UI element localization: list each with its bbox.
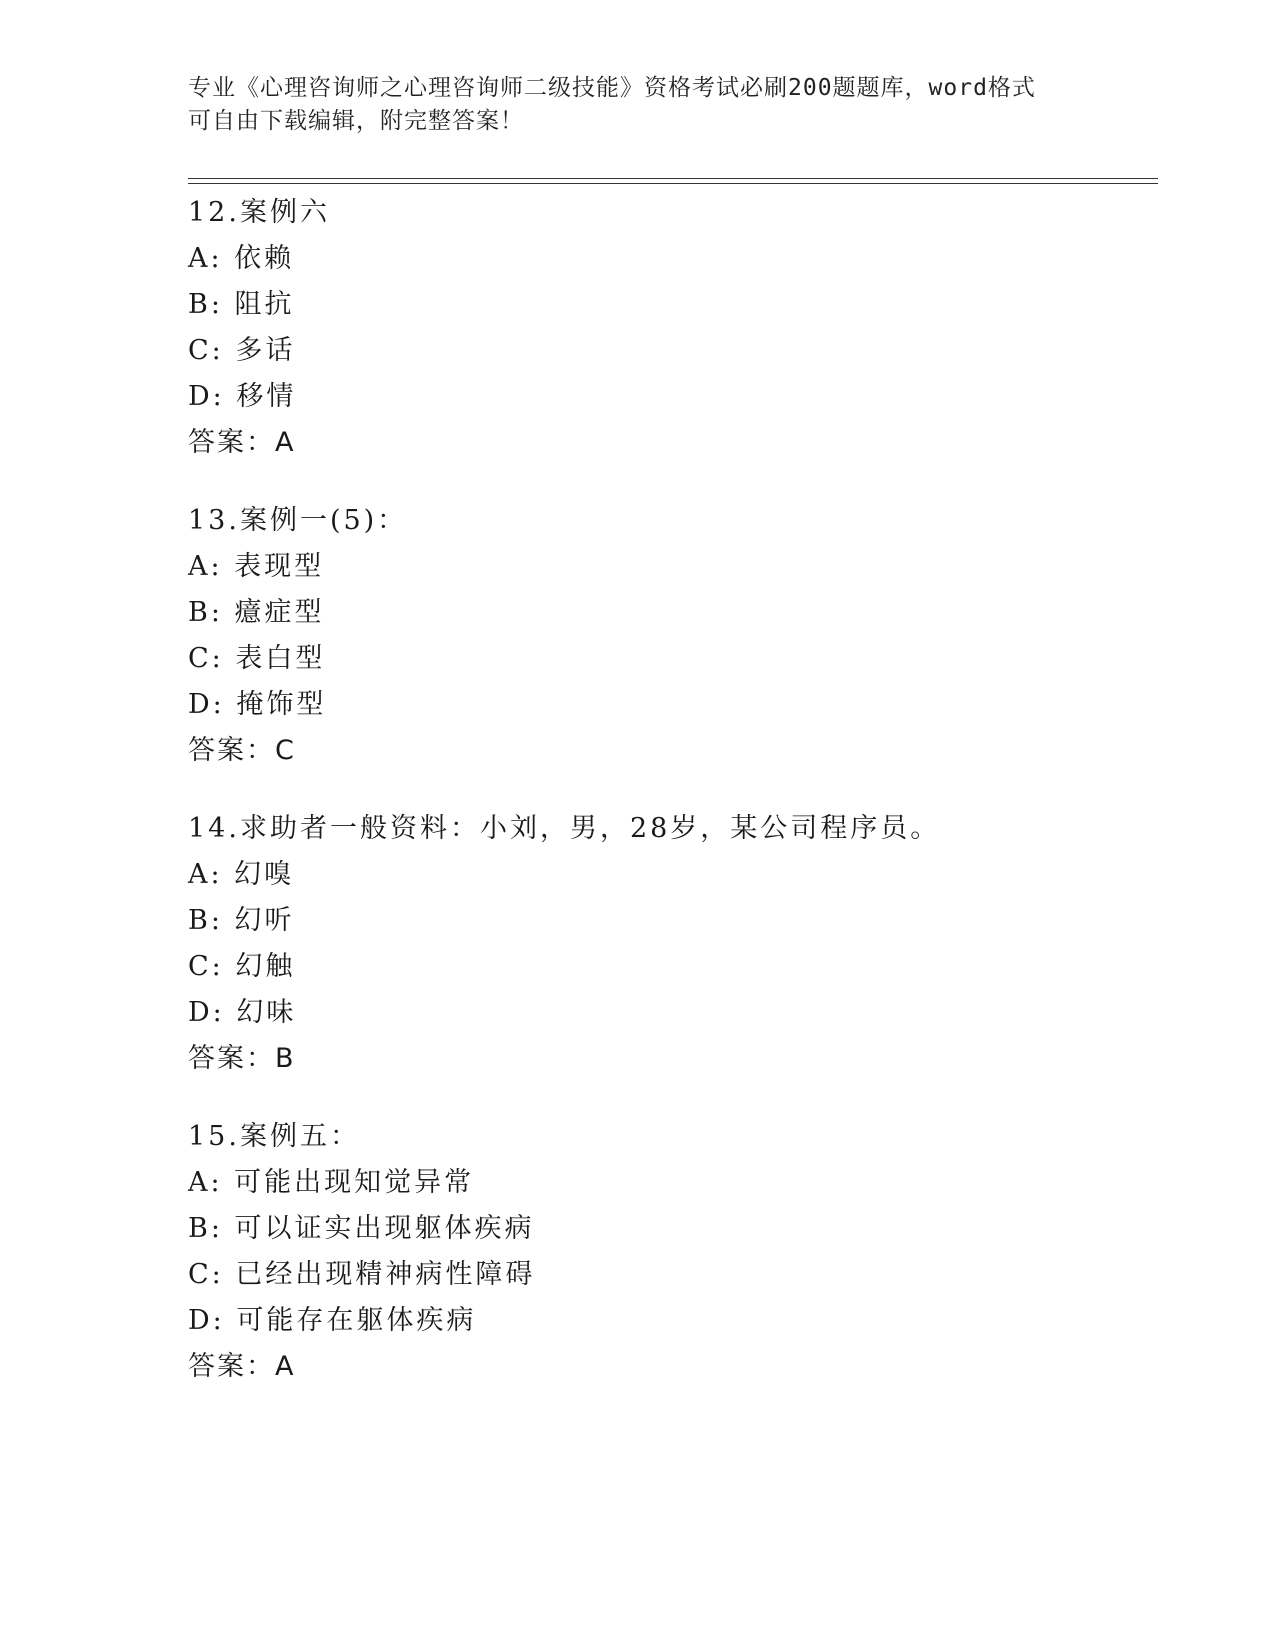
option-d: D: 掩饰型 — [188, 689, 327, 720]
answer-line: 答案：A — [188, 1351, 296, 1382]
question-stem: 12.案例六 — [188, 197, 330, 228]
header-line-2: 可自由下载编辑，附完整答案！ — [188, 108, 524, 134]
option-b: B: 癔症型 — [188, 597, 325, 628]
answer-line: 答案：B — [188, 1043, 296, 1074]
option-a: A: 可能出现知觉异常 — [188, 1167, 475, 1198]
option-a: A: 表现型 — [188, 551, 325, 582]
question-list — [188, 190, 1138, 1422]
answer-line: 答案：A — [188, 427, 296, 458]
option-c: C: 表白型 — [188, 643, 326, 674]
question-15 — [188, 1114, 1138, 1390]
option-a: A: 幻嗅 — [188, 859, 295, 890]
option-d: D: 移情 — [188, 381, 297, 412]
header-line-1: 专业《心理咨询师之心理咨询师二级技能》资格考试必刷200题题库，word格式 — [188, 75, 1036, 101]
answer-line: 答案：C — [188, 735, 296, 766]
question-13 — [188, 498, 1138, 774]
option-b: B: 可以证实出现躯体疾病 — [188, 1213, 535, 1244]
question-stem: 13.案例一(5)： — [188, 505, 408, 536]
option-c: C: 多话 — [188, 335, 296, 366]
option-d: D: 可能存在躯体疾病 — [188, 1305, 477, 1336]
question-stem: 14.求助者一般资料：小刘，男，28岁，某公司程序员。 — [188, 813, 941, 844]
header-divider-top — [188, 178, 1158, 179]
document-header — [188, 72, 1088, 138]
option-a: A: 依赖 — [188, 243, 295, 274]
question-14 — [188, 806, 1138, 1082]
header-divider-bottom — [188, 183, 1158, 184]
question-stem: 15.案例五： — [188, 1121, 360, 1152]
question-12 — [188, 190, 1138, 466]
option-b: B: 幻听 — [188, 905, 295, 936]
option-d: D: 幻味 — [188, 997, 297, 1028]
option-b: B: 阻抗 — [188, 289, 295, 320]
option-c: C: 已经出现精神病性障碍 — [188, 1259, 536, 1290]
option-c: C: 幻触 — [188, 951, 296, 982]
